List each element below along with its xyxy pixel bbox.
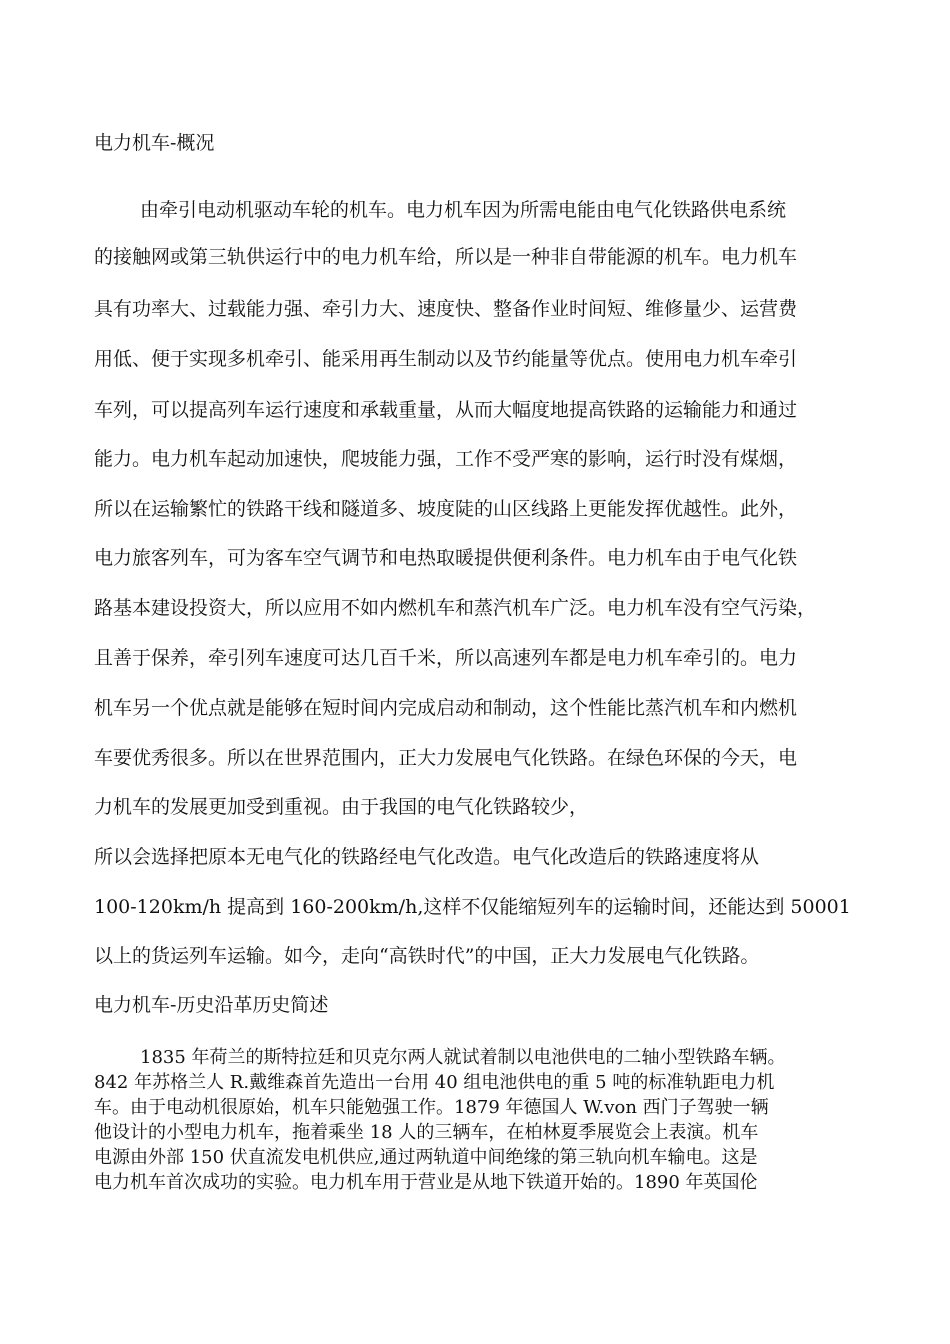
paragraph-line: 电力机车首次成功的实验。电力机车用于营业是从地下铁道开始的。1890 年英国伦	[94, 1172, 758, 1193]
paragraph-line: 1835 年荷兰的斯特拉廷和贝克尔两人就试着制以电池供电的二轴小型铁路车辆。	[140, 1047, 786, 1068]
paragraph-line: 车。由于电动机很原始，机车只能勉强工作。1879 年德国人 W.von 西门子驾驶一辆	[94, 1097, 769, 1118]
paragraph-line: 100-120km/h 提高到 160-200km/h,这样不仅能缩短列车的运输时间，还能达到 50001	[94, 896, 851, 918]
paragraph-line: 机车另一个优点就是能够在短时间内完成启动和制动，这个性能比蒸汽机车和内燃机	[94, 697, 798, 719]
paragraph-line: 由牵引电动机驱动车轮的机车。电力机车因为所需电能由电气化铁路供电系统	[140, 199, 787, 221]
paragraph-line: 以上的货运列车运输。如今，走向“高铁时代”的中国，正大力发展电气化铁路。	[94, 945, 760, 967]
paragraph-line: 的接触网或第三轨供运行中的电力机车给，所以是一种非自带能源的机车。电力机车	[94, 246, 798, 268]
paragraph-line: 所以在运输繁忙的铁路干线和隧道多、坡度陡的山区线路上更能发挥优越性。此外，	[94, 498, 798, 520]
section-title-history: 电力机车-历史沿革历史简述	[94, 994, 329, 1016]
paragraph-line: 车要优秀很多。所以在世界范围内，正大力发展电气化铁路。在绿色环保的今天，电	[94, 747, 798, 769]
section-title-overview: 电力机车-概况	[94, 132, 215, 154]
paragraph-line: 842 年苏格兰人 R.戴维森首先造出一台用 40 组电池供电的重 5 吨的标准轨距电力机	[94, 1072, 775, 1093]
paragraph-line: 能力。电力机车起动加速快，爬坡能力强，工作不受严寒的影响，运行时没有煤烟，	[94, 448, 798, 470]
paragraph-line: 所以会选择把原本无电气化的铁路经电气化改造。电气化改造后的铁路速度将从	[94, 846, 760, 868]
paragraph-line: 路基本建设投资大，所以应用不如内燃机车和蒸汽机车广泛。电力机车没有空气污染，	[94, 597, 817, 619]
paragraph-line: 用低、便于实现多机牵引、能采用再生制动以及节约能量等优点。使用电力机车牵引	[94, 348, 798, 370]
paragraph-line: 且善于保养，牵引列车速度可达几百千米，所以高速列车都是电力机车牵引的。电力	[94, 647, 798, 669]
paragraph-line: 他设计的小型电力机车，拖着乘坐 18 人的三辆车，在柏林夏季展览会上表演。机车	[94, 1122, 759, 1143]
paragraph-line: 电源由外部 150 伏直流发电机供应,通过两轨道中间绝缘的第三轨向机车输电。这是	[94, 1147, 758, 1168]
paragraph-line: 车列，可以提高列车运行速度和承载重量，从而大幅度地提高铁路的运输能力和通过	[94, 399, 798, 421]
paragraph-line: 电力旅客列车，可为客车空气调节和电热取暖提供便利条件。电力机车由于电气化铁	[94, 547, 798, 569]
paragraph-line: 力机车的发展更加受到重视。由于我国的电气化铁路较少，	[94, 796, 589, 818]
paragraph-line: 具有功率大、过载能力强、牵引力大、速度快、整备作业时间短、维修量少、运营费	[94, 298, 798, 320]
